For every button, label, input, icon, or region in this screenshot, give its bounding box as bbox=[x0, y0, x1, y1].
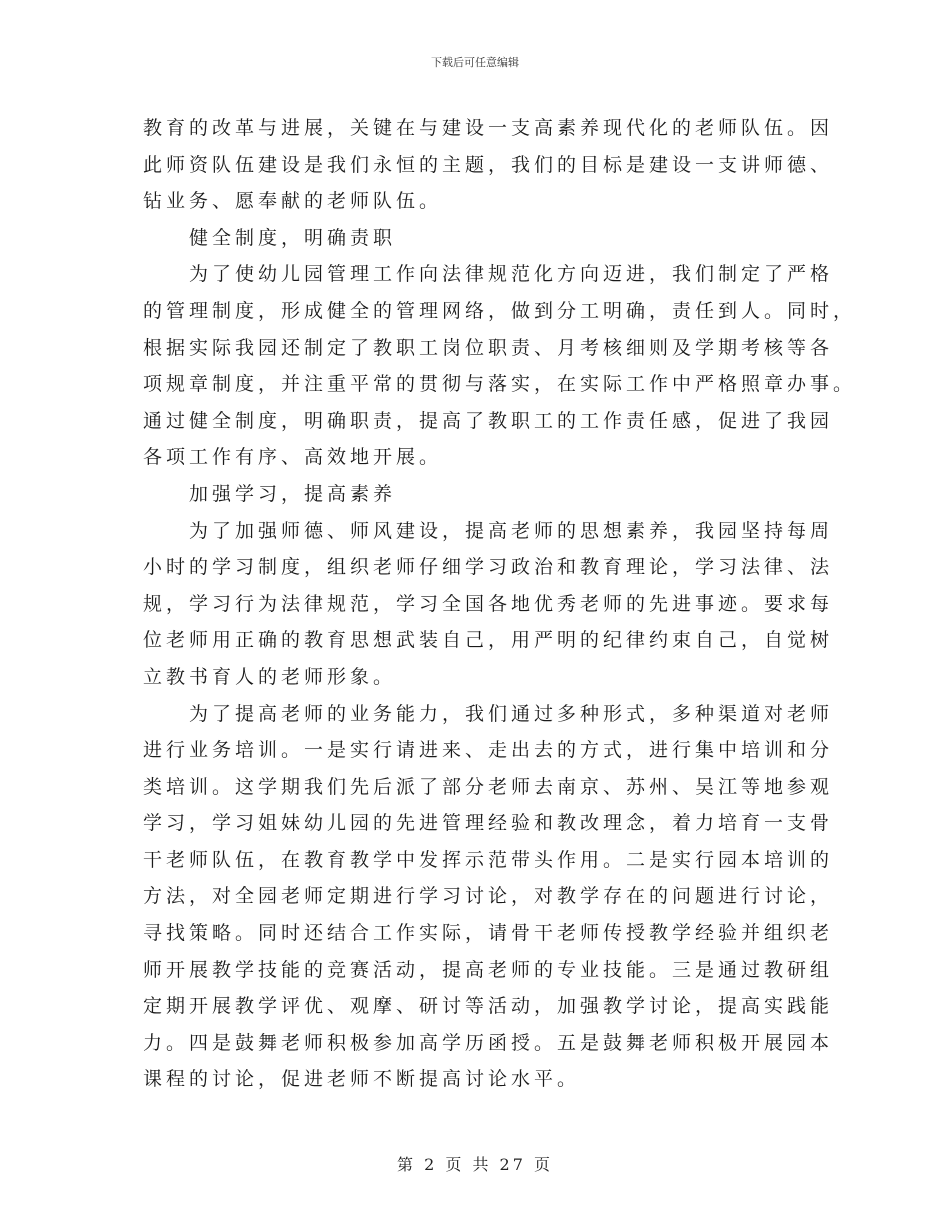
text-line: 定期开展教学评优、观摩、研讨等活动，加强教学讨论，提高实践能 bbox=[143, 995, 834, 1018]
text-line: 规，学习行为法律规范，学习全国各地优秀老师的先进事迹。要求每 bbox=[143, 592, 834, 615]
text-line: 寻找策略。同时还结合工作实际，请骨干老师传授教学经验并组织老 bbox=[143, 922, 834, 945]
page-header: 下载后可任意编辑 bbox=[431, 56, 519, 69]
text-line: 进行业务培训。一是实行请进来、走出去的方式，进行集中培训和分 bbox=[143, 739, 834, 762]
text-line: 力。四是鼓舞老师积极参加高学历函授。五是鼓舞老师积极开展园本 bbox=[143, 1031, 834, 1054]
text-line: 教育的改革与进展，关键在与建设一支高素养现代化的老师队伍。因 bbox=[143, 117, 834, 139]
text-line: 立教书育人的老师形象。 bbox=[143, 665, 397, 688]
text-line: 学习，学习姐妹幼儿园的先进管理经验和教改理念，着力培育一支骨 bbox=[143, 812, 834, 835]
document-body bbox=[143, 110, 857, 1098]
page-number: 第 2 页 共 27 页 bbox=[397, 1155, 553, 1174]
text-line: 小时的学习制度，组织老师仔细学习政治和教育理论，学习法律、法 bbox=[143, 556, 834, 579]
text-line: 为了提高老师的业务能力，我们通过多种形式，多种渠道对老师 bbox=[189, 702, 834, 725]
text-line: 的管理制度，形成健全的管理网络，做到分工明确，责任到人。同时， bbox=[143, 299, 857, 322]
text-line: 类培训。这学期我们先后派了部分老师去南京、苏州、吴江等地参观 bbox=[143, 775, 834, 798]
text-line: 为了加强师德、师风建设，提高老师的思想素养，我园坚持每周 bbox=[189, 519, 834, 542]
text-line: 位老师用正确的教育思想武装自己，用严明的纪律约束自己，自觉树 bbox=[143, 629, 834, 652]
section-heading: 加强学习，提高素养 bbox=[189, 482, 397, 505]
text-line: 师开展教学技能的竞赛活动，提高老师的专业技能。三是通过教研组 bbox=[143, 958, 834, 981]
text-line: 钻业务、愿奉献的老师队伍。 bbox=[143, 190, 443, 213]
section-heading: 健全制度，明确责职 bbox=[189, 226, 397, 249]
text-line: 干老师队伍，在教育教学中发挥示范带头作用。二是实行园本培训的 bbox=[143, 848, 834, 871]
text-line: 项规章制度，并注重平常的贯彻与落实，在实际工作中严格照章办事。 bbox=[143, 373, 857, 396]
text-line: 各项工作有序、高效地开展。 bbox=[143, 446, 443, 469]
text-line: 为了使幼儿园管理工作向法律规范化方向迈进，我们制定了严格 bbox=[189, 263, 834, 286]
text-line: 根据实际我园还制定了教职工岗位职责、月考核细则及学期考核等各 bbox=[143, 336, 834, 359]
text-line: 方法，对全园老师定期进行学习讨论，对教学存在的问题进行讨论， bbox=[143, 885, 834, 908]
text-line: 课程的讨论，促进老师不断提高讨论水平。 bbox=[143, 1068, 581, 1091]
text-line: 此师资队伍建设是我们永恒的主题，我们的目标是建设一支讲师德、 bbox=[143, 153, 834, 176]
text-line: 通过健全制度，明确职责，提高了教职工的工作责任感，促进了我园 bbox=[143, 409, 834, 432]
